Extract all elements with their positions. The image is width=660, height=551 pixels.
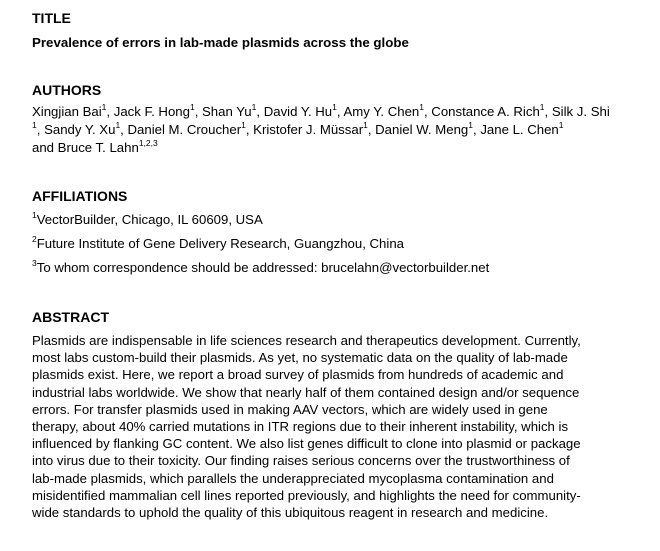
abstract-line: wide standards to uphold the quality of this ubiquitous reagent in research and medicine.	[32, 505, 549, 521]
affiliations-heading: AFFILIATIONS	[32, 188, 128, 204]
author: Jane L. Chen$^1$	[480, 119, 564, 137]
author: and Bruce T. Lahn$^{1,2,3}$	[32, 137, 158, 155]
author: Silk J. Shi	[551, 104, 610, 119]
abstract-body	[32, 332, 634, 521]
author: Jack F. Hong$^1$,	[113, 101, 203, 119]
abstract-line: plasmids exist. Here, we report a broad survey of plasmids from hundreds of academic and	[32, 367, 564, 383]
author-line-2: $^1$, Sandy Y. Xu$^1$, Daniel M. Croucher$^1$, Kristofer J. Müssar$^1$, Daniel W. Meng$^1$, Jane L. Chen$^1$	[32, 119, 564, 137]
author: Xingjian Bai$^1$,	[32, 101, 114, 119]
abstract-line: most labs custom-build their plasmids. As yet, no systematic data on the quality of lab-made	[32, 350, 568, 366]
author: Shan Yu$^1$,	[202, 101, 264, 119]
abstract-heading: ABSTRACT	[32, 309, 109, 325]
author: David Y. Hu$^1$,	[263, 101, 344, 119]
abstract-line: industrial labs worldwide. We show that nearly half of them contained design and/or sequence	[32, 384, 580, 400]
author-line	[32, 103, 630, 121]
affiliation-3: $^3$To whom correspondence should be addressed: brucelahn@vectorbuilder.net	[32, 257, 490, 275]
abstract-line: misidentified mammalian cell lines reported previously, and highlights the need for community-	[32, 487, 581, 503]
author: Sandy Y. Xu$^1$,	[44, 119, 128, 137]
author-aff-mark: 1	[32, 119, 37, 130]
author-list	[32, 103, 630, 121]
abstract-line: lab-made plasmids, which parallels the underappreciated mycoplasma contamination and	[32, 470, 554, 486]
affiliation-2: $^2$Future Institute of Gene Delivery Research, Guangzhou, China	[32, 233, 404, 251]
affiliation-1: $^1$VectorBuilder, Chicago, IL 60609, USA	[32, 209, 263, 227]
paper-title: Prevalence of errors in lab-made plasmids across the globe	[32, 35, 409, 50]
author: Daniel W. Meng$^1$,	[375, 119, 481, 137]
authors-heading: AUTHORS	[32, 82, 102, 98]
abstract-line: Plasmids are indispensable in life sciences research and therapeutics development. Currently,	[32, 333, 581, 348]
abstract-line: influenced by flanking GC content. We also list genes difficult to clone into plasmid or package	[32, 436, 581, 452]
author: Constance A. Rich$^1$,	[431, 101, 552, 119]
author: Kristofer J. Müssar$^1$,	[253, 119, 376, 137]
author: Amy Y. Chen$^1$,	[343, 101, 432, 119]
abstract-line: therapy, about 40% carried mutations in ITR regions due to their inherent instability, which is	[32, 419, 569, 435]
title-heading: TITLE	[32, 10, 71, 26]
author: Daniel M. Croucher$^1$,	[127, 119, 254, 137]
abstract-line: errors. For transfer plasmids used in making AAV vectors, which are widely used in gene	[32, 401, 548, 417]
abstract-line: into virus due to their toxicity. Our finding raises serious concerns over the trustworthiness of	[32, 453, 570, 469]
author-line-3	[32, 139, 630, 157]
